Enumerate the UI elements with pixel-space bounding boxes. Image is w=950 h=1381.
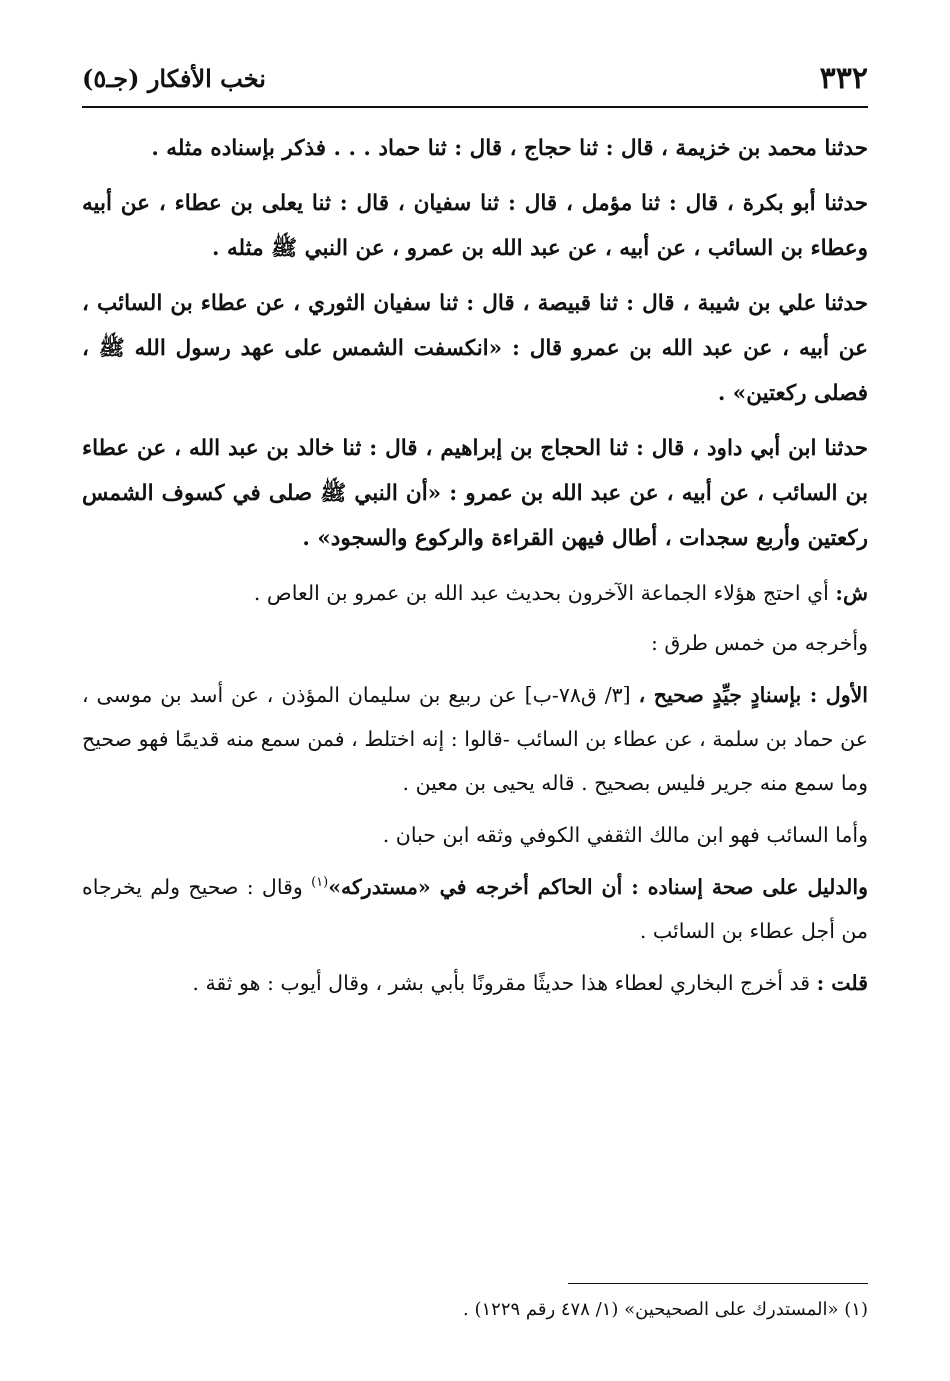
- commentary-lead: قلت :: [816, 971, 868, 995]
- page-number: ٣٣٢: [819, 60, 868, 96]
- footnote: [82, 1294, 868, 1326]
- commentary-lead: والدليل على صحة إسناده : أن الحاكم أخرجه في «مستدركه»: [328, 875, 868, 899]
- hadith-paragraph-2: حدثنا أبو بكرة ، قال : ثنا مؤمل ، قال : ثنا سفيان ، قال : ثنا يعلى بن عطاء ، عن أبيه وعطاء بن السائب ، عن أبيه ، عن عبد الله بن عمرو ، عن النبي ﷺ مثله .: [82, 191, 868, 261]
- commentary-paragraph-4: وأما السائب فهو ابن مالك الثقفي الكوفي وثقه ابن حبان .: [382, 823, 868, 847]
- page-header: [82, 58, 868, 98]
- footnote-text: (١) «المستدرك على الصحيحين» (١/ ٤٧٨ رقم ١٢٢٩) .: [463, 1299, 868, 1320]
- hadith-paragraph-4: حدثنا ابن أبي داود ، قال : ثنا الحجاج بن إبراهيم ، قال : ثنا خالد بن عبد الله ، عن عطاء بن السائب ، عن أبيه ، عن عبد الله بن عمرو : «أن النبي ﷺ صلى في كسوف الشمس ركعتين وأربع سجدات ، أطال فيهن القراءة والركوع والسجود» .: [82, 436, 868, 551]
- commentary-paragraph-6: قلت : قد أخرج البخاري لعطاء هذا حديثًا مقرونًا بأبي بشر ، وقال أيوب : هو ثقة .: [192, 971, 868, 995]
- footnote-rule: [568, 1283, 868, 1284]
- hadith-paragraph-3: حدثنا علي بن شيبة ، قال : ثنا قبيصة ، قال : ثنا سفيان الثوري ، عن عطاء بن السائب ، عن أبيه ، عن عبد الله بن عمرو قال : «انكسفت الشمس على عهد رسول الله ﷺ ، فصلى ركعتين» .: [82, 291, 868, 406]
- footnote-reference[interactable]: (١): [311, 875, 329, 891]
- commentary-paragraph-1: ش: أي احتج هؤلاء الجماعة الآخرون بحديث عبد الله بن عمرو بن العاص .: [253, 581, 868, 605]
- hadith-paragraph-1: حدثنا محمد بن خزيمة ، قال : ثنا حجاج ، قال : ثنا حماد . . . فذكر بإسناده مثله .: [151, 136, 868, 161]
- page-body: [82, 126, 868, 1013]
- commentary-paragraph-3: الأول : بإسنادٍ جيِّدٍ صحيح ، [٣/ ق٧٨-ب] عن ربيع بن سليمان المؤذن ، عن أسد بن موسى ، عن حماد بن سلمة ، عن عطاء بن السائب -قالوا : إنه اختلط ، فمن سمع منه قديمًا فهو صحيح وما سمع منه جرير فليس بصحيح . قاله يحيى بن معين .: [82, 683, 868, 795]
- commentary-paragraph-5: والدليل على صحة إسناده : أن الحاكم أخرجه في «مستدركه»$^{(١)}$ وقال : صحيح ولم يخرجاه من أجل عطاء بن السائب .: [82, 875, 868, 943]
- commentary-lead: الأول : بإسنادٍ جيِّدٍ صحيح ،: [638, 683, 868, 707]
- commentary-paragraph-2: وأخرجه من خمس طرق :: [651, 631, 868, 655]
- running-title: نخب الأفكار (جـ٥): [82, 63, 266, 93]
- commentary-marker: ش:: [835, 581, 868, 605]
- header-rule: [82, 106, 868, 108]
